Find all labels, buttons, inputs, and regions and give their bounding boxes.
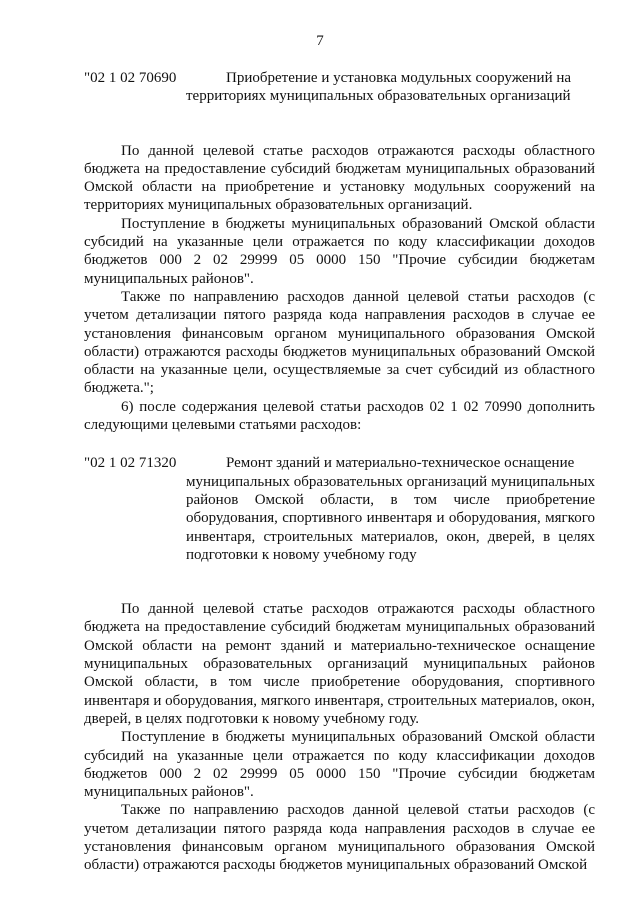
page-number: 7 [316, 33, 324, 49]
entry-title [186, 69, 595, 106]
entry-code: "02 1 02 70690 [84, 70, 177, 86]
entry-title-rest: муниципальных образовательных организаций муниципальных районов Омской области, в том числе приобретение оборудования, спортивного инвентаря и оборудования, мягкого инвентаря, строительных материалов, окон, дверей, в целях подготовки к новому учебному году [186, 473, 595, 563]
paragraph-amendment: 6) после содержания целевой статьи расходов 02 1 02 70990 дополнить следующими целевыми статьями расходов: [84, 398, 595, 434]
paragraph-description-1: По данной целевой статье расходов отражаются расходы областного бюджета на предоставление субсидий бюджетам муниципальных образований Омской области на приобретение и установку модульных сооружений на территориях муниципальных образовательных организаций. [84, 142, 595, 214]
document-body [84, 69, 595, 875]
paragraph-also-2: Также по направлению расходов данной целевой статьи расходов (с учетом детализации пятого разряда кода направления расходов в случае ее установления финансовым органом муниципального образования Омской области) отражаются расходы бюджетов муниципальных образований Омской [84, 802, 595, 874]
budget-entry-71320 [84, 454, 595, 564]
budget-entry-70690 [84, 69, 595, 106]
paragraph-also-1: Также по направлению расходов данной целевой статьи расходов (с учетом детализации пятого разряда кода направления расходов в случае ее установления финансовым органом муниципального образования Омской области) отражаются расходы бюджетов муниципальных образований Омской области на указанные цели, осуществляемые за счет субсидий из областного бюджета."; [84, 288, 595, 397]
entry-title-first-line: Ремонт зданий и материально-техническое оснащение [226, 455, 575, 472]
spacer [84, 106, 595, 142]
entry-code: "02 1 02 71320 [84, 455, 177, 472]
entry-title [186, 454, 595, 564]
spacer [84, 434, 595, 454]
paragraph-description-2: По данной целевой статье расходов отражаются расходы областного бюджета на предоставление субсидий бюджетам муниципальных образований Омской области на ремонт зданий и материально-техническое оснащение муниципальных образовательных организаций муниципальных районов Омской области, в том числе приобретение оборудования, спортивного инвентаря и оборудования, мягкого инвентаря, строительных материалов, окон, дверей, в целях подготовки к новому учебному году. [84, 601, 595, 727]
spacer [84, 564, 595, 600]
paragraph-income-1: Поступление в бюджеты муниципальных образований Омской области субсидий на указанные цели отражается по коду классификации доходов бюджетов 000 2 02 29999 05 0000 150 "Прочие субсидии бюджетам муниципальных районов". [84, 215, 595, 287]
paragraph-income-2: Поступление в бюджеты муниципальных образований Омской области субсидий на указанные цели отражается по коду классификации доходов бюджетов 000 2 02 29999 05 0000 150 "Прочие субсидии бюджетам муниципальных районов". [84, 729, 595, 801]
entry-title-rest: территориях муниципальных образовательных организаций [186, 88, 571, 105]
entry-title-first-line: Приобретение и установка модульных сооружений на [226, 70, 572, 86]
